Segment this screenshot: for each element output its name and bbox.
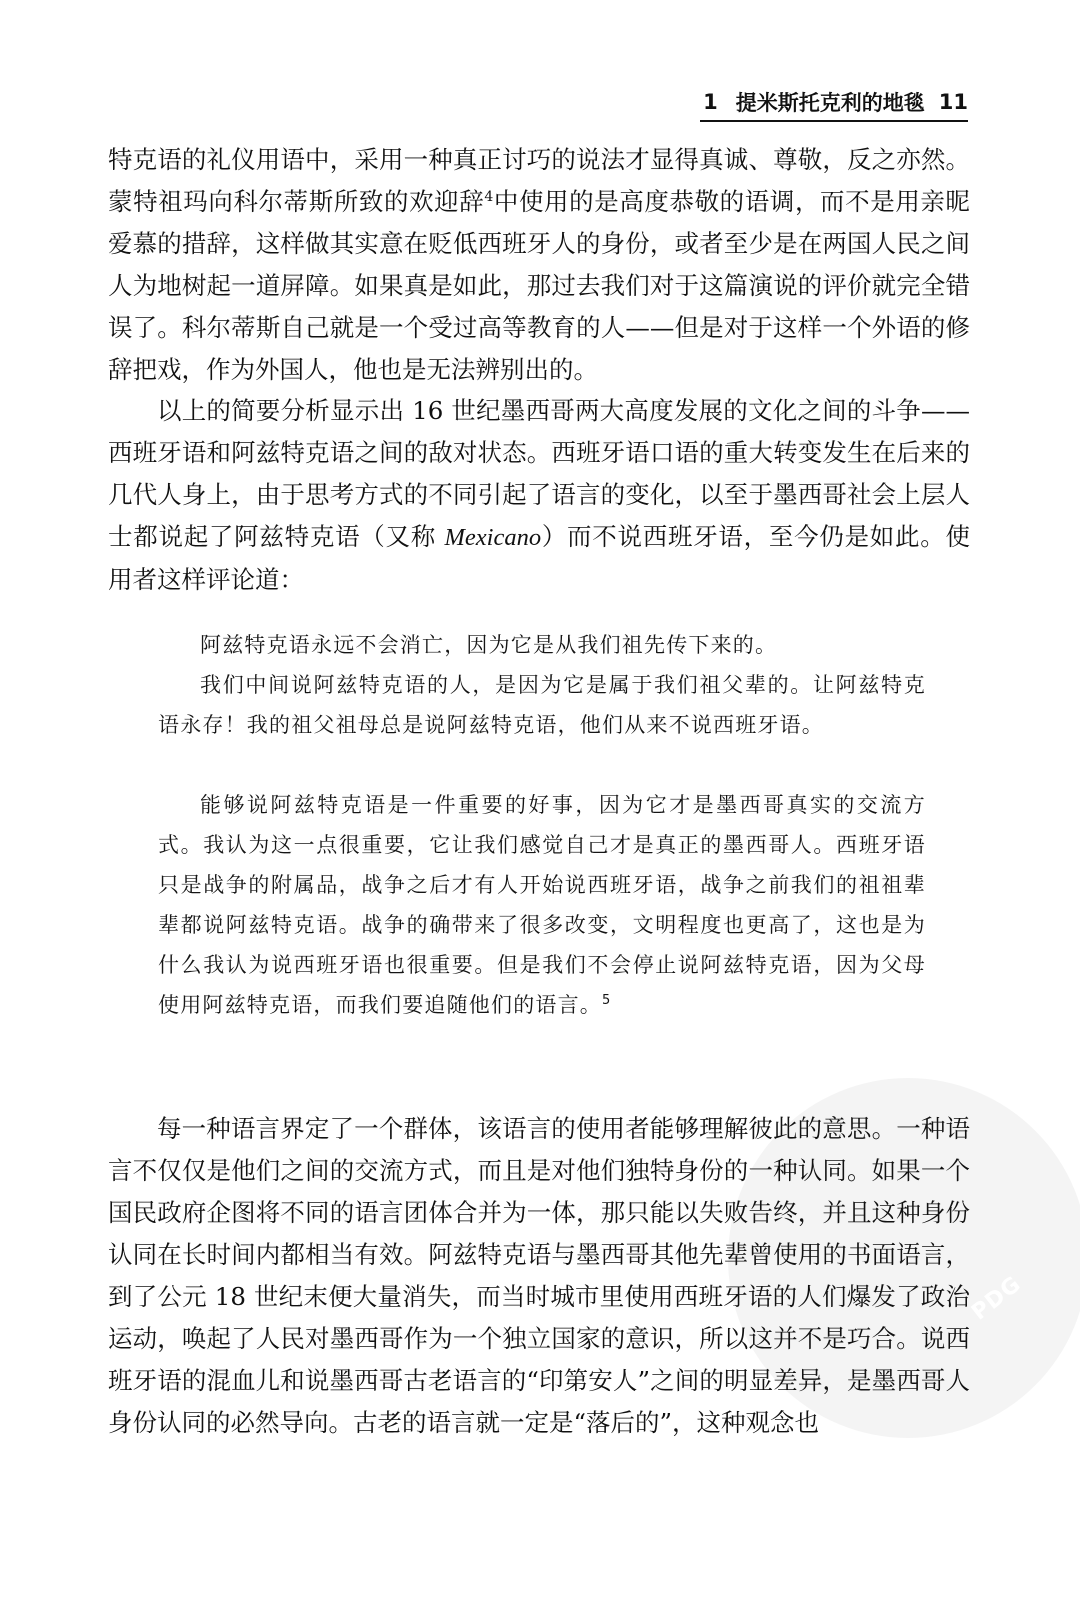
footnote-ref-5: 5 <box>602 993 612 1008</box>
paragraph-1 <box>108 139 970 391</box>
page-number: 11 <box>938 90 968 114</box>
quote-paragraph-3 <box>158 785 926 1025</box>
paragraph-2-italic-term: Mexicano <box>444 524 542 551</box>
watermark-text: PDG <box>966 1271 1026 1326</box>
quote-paragraph-3-text: 能够说阿兹特克语是一件重要的好事，因为它才是墨西哥真实的交流方式。我认为这一点很重要，它让我们感觉自己才是真正的墨西哥人。西班牙语只是战争的附属品，战争之后才有人开始说西班牙语，战争之前我们的祖祖辈辈都说阿兹特克语。战争的确带来了很多改变，文明程度也更高了，这也是为什么我认为说西班牙语也很重要。但是我们不会停止说阿兹特克语，因为父母使用阿兹特克语，而我们要追随他们的语言。 <box>158 793 926 1017</box>
paragraph-2-text-a: 以上的简要分析显示出 16 世纪墨西哥两大高度发展的文化之间的斗争——西班牙语和阿兹特克语之间的敌对状态。西班牙语口语的重大转变发生在后来的几代人身上，由于思考方式的不同引起了语言的变化，以至于墨西哥社会上层人士都说起了阿兹特克语（又称 <box>108 396 970 551</box>
paragraph-1-text-b: 中使用的是高度恭敬的语调，而不是用亲昵爱慕的措辞，这样做其实意在贬低西班牙人的身份，或者至少是在两国人民之间人为地树起一道屏障。如果真是如此，那过去我们对于这篇演说的评价就完全错误了。科尔蒂斯自己就是一个受过高等教育的人——但是对于这样一个外语的修辞把戏，作为外国人，他也是无法辨别出的。 <box>108 187 970 384</box>
quote-paragraph-1: 阿兹特克语永远不会消亡，因为它是从我们祖先传下来的。 <box>200 633 778 657</box>
paragraph-2-text-b: ）而不说西班牙语，至今仍是如此。使用者这样评论道： <box>108 522 970 594</box>
footnote-ref-4: 4 <box>484 188 494 205</box>
paragraph-2 <box>108 390 970 601</box>
paragraph-3: 每一种语言界定了一个群体，该语言的使用者能够理解彼此的意思。一种语言不仅仅是他们之间的交流方式，而且是对他们独特身份的一种认同。如果一个国民政府企图将不同的语言团体合并为一体，那只能以失败告终，并且这种身份认同在长时间内都相当有效。阿兹特克语与墨西哥其他先辈曾使用的书面语言，到了公元 18 世纪末便大量消失，而当时城市里使用西班牙语的人们爆发了政治运动，唤起了人民对墨西哥作为一个独立国家的意识，所以这并不是巧合。说西班牙语的混血儿和说墨西哥古老语言的“印第安人”之间的明显差异，是墨西哥人身份认同的必然导向。古老的语言就一定是“落后的”，这种观念也 <box>108 1114 970 1437</box>
paragraph-1-text-a: 特克语的礼仪用语中，采用一种真正讨巧的说法才显得真诚、尊敬，反之亦然。蒙特祖玛向科尔蒂斯所致的欢迎辞 <box>108 145 970 216</box>
chapter-number: 1 <box>703 90 718 114</box>
quote-paragraph-2: 我们中间说阿兹特克语的人，是因为它是属于我们祖父辈的。让阿兹特克语永存！我的祖父祖母总是说阿兹特克语，他们从来不说西班牙语。 <box>158 673 926 737</box>
running-head <box>700 88 968 122</box>
chapter-title: 提米斯托克利的地毯 <box>735 91 925 115</box>
